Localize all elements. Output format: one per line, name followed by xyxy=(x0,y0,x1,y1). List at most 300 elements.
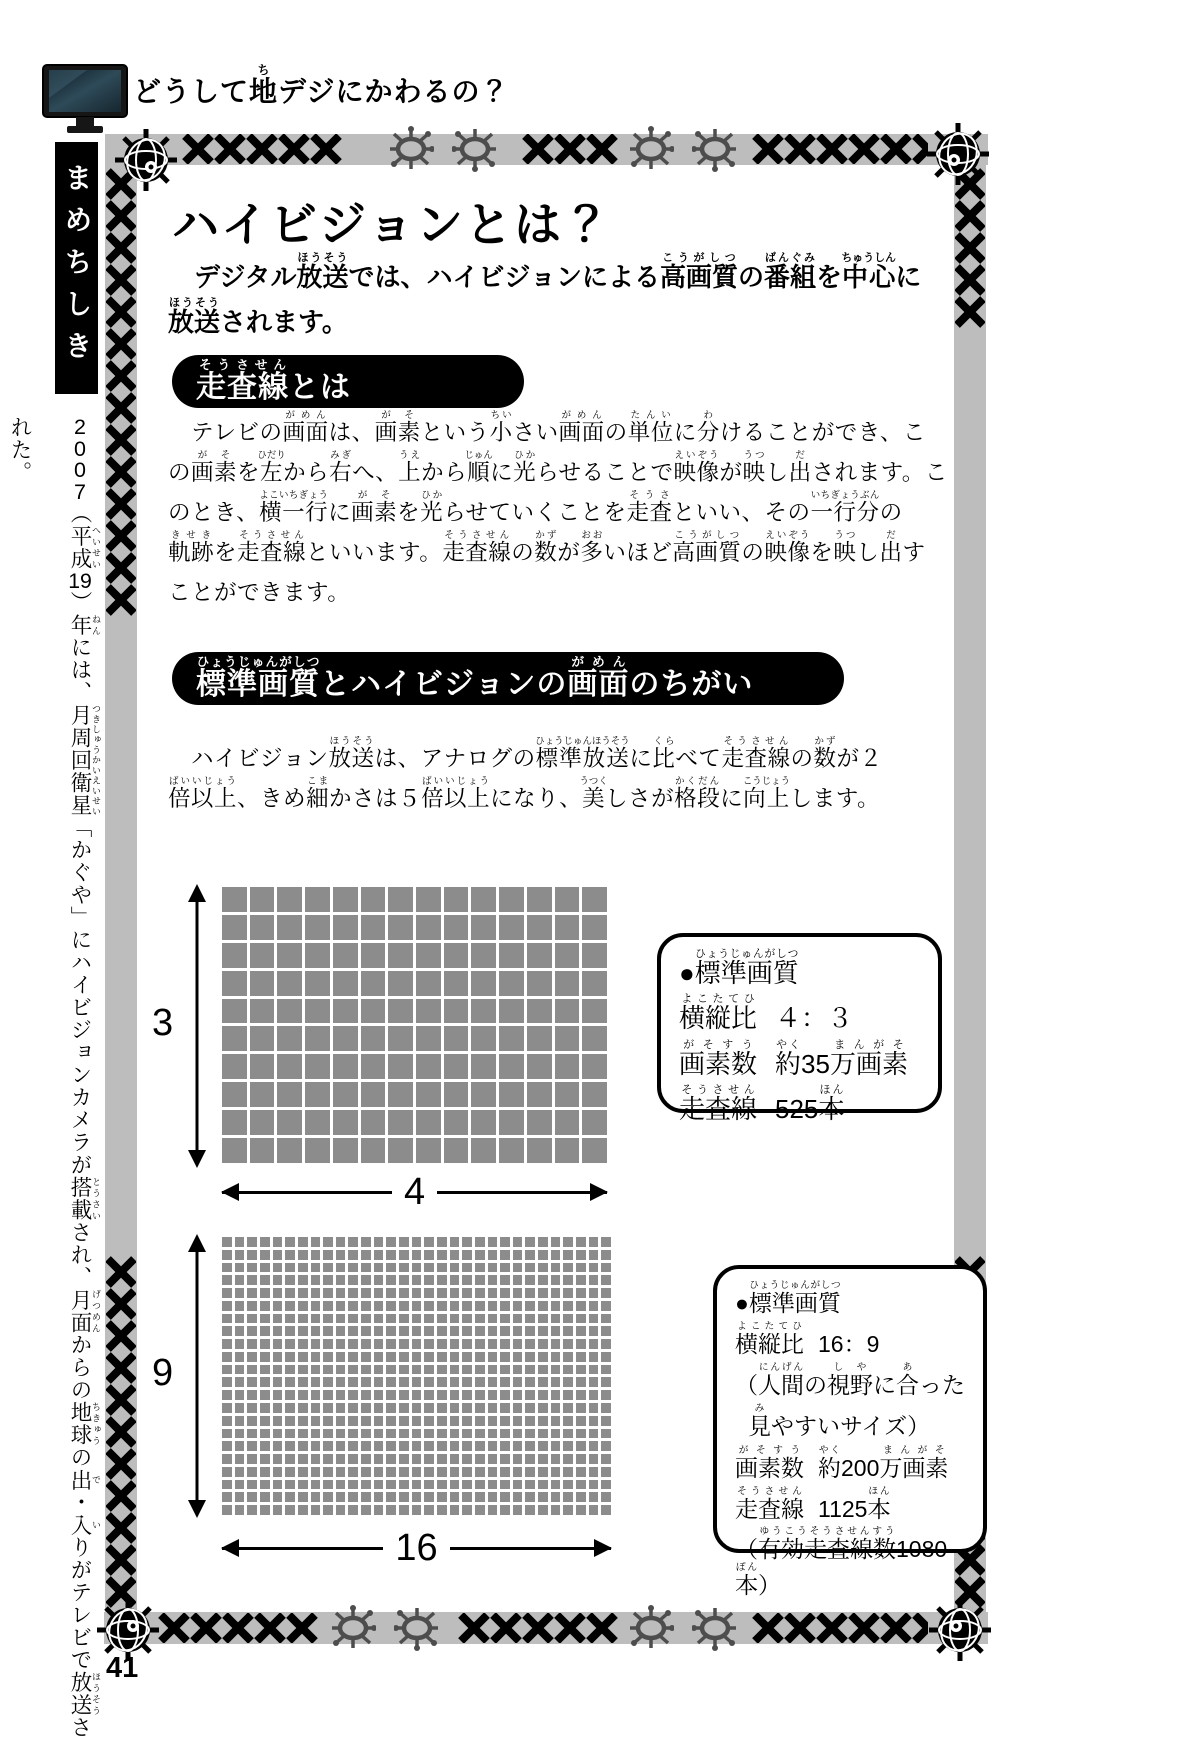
pixel-cell xyxy=(513,1352,523,1362)
pixel-cell xyxy=(576,1480,586,1490)
pixel-cell xyxy=(582,915,607,940)
pixel-cell xyxy=(323,1403,333,1413)
pixel-cell xyxy=(305,1082,330,1107)
section-heading-scanlines xyxy=(172,355,524,408)
pixel-cell xyxy=(450,1441,460,1451)
pixel-cell xyxy=(525,1326,535,1336)
pixel-cell xyxy=(277,971,302,996)
pixel-cell xyxy=(475,1263,485,1273)
pixel-cell xyxy=(576,1288,586,1298)
pixel-cell xyxy=(437,1403,447,1413)
x-chain-decoration xyxy=(752,1613,928,1643)
pixel-cell xyxy=(222,1352,232,1362)
pixel-cell xyxy=(462,1326,472,1336)
pixel-cell xyxy=(471,1054,496,1079)
pixel-cell xyxy=(462,1365,472,1375)
pixel-cell xyxy=(582,1110,607,1135)
pixel-cell xyxy=(437,1250,447,1260)
pixel-cell xyxy=(538,1288,548,1298)
pixel-cell xyxy=(538,1467,548,1477)
pixel-cell xyxy=(247,1454,257,1464)
pixel-cell xyxy=(488,1263,498,1273)
pixel-cell xyxy=(576,1263,586,1273)
pixel-cell xyxy=(538,1352,548,1362)
pixel-cell xyxy=(555,943,580,968)
globe-corner-icon xyxy=(924,120,992,188)
pixel-cell xyxy=(336,1505,346,1515)
pixel-cell xyxy=(563,1288,573,1298)
pixel-cell xyxy=(348,1237,358,1247)
pixel-cell xyxy=(250,999,275,1024)
pixel-cell xyxy=(589,1250,599,1260)
pixel-cell xyxy=(298,1467,308,1477)
pixel-cell xyxy=(488,1480,498,1490)
pixel-cell xyxy=(416,1138,441,1163)
pixel-cell xyxy=(601,1492,611,1502)
pixel-cell xyxy=(500,1467,510,1477)
pixel-cell xyxy=(462,1416,472,1426)
pixel-cell xyxy=(336,1314,346,1324)
pixel-cell xyxy=(260,1237,270,1247)
pixel-cell xyxy=(374,1339,384,1349)
pixel-cell xyxy=(399,1365,409,1375)
pixel-cell xyxy=(348,1403,358,1413)
pixel-cell xyxy=(563,1326,573,1336)
pixel-cell xyxy=(462,1339,472,1349)
pixel-cell xyxy=(462,1250,472,1260)
pixel-cell xyxy=(601,1326,611,1336)
pixel-cell xyxy=(386,1377,396,1387)
pixel-cell xyxy=(374,1275,384,1285)
web-icon xyxy=(692,1605,738,1651)
pixel-cell xyxy=(260,1288,270,1298)
pixel-cell xyxy=(499,971,524,996)
pixel-cell xyxy=(250,915,275,940)
pixel-cell xyxy=(260,1454,270,1464)
pixel-cell xyxy=(222,1403,232,1413)
pixel-cell xyxy=(386,1237,396,1247)
pixel-cell xyxy=(361,1263,371,1273)
pixel-cell xyxy=(273,1480,283,1490)
pixel-cell xyxy=(361,971,386,996)
pixel-cell xyxy=(488,1403,498,1413)
pixel-cell xyxy=(273,1390,283,1400)
pixel-cell xyxy=(488,1339,498,1349)
pixel-cell xyxy=(500,1326,510,1336)
pixel-cell xyxy=(222,1288,232,1298)
pixel-cell xyxy=(348,1250,358,1260)
pixel-cell xyxy=(525,1505,535,1515)
pixel-cell xyxy=(582,971,607,996)
pixel-cell xyxy=(525,1441,535,1451)
pixel-cell xyxy=(424,1237,434,1247)
pixel-cell xyxy=(235,1301,245,1311)
pixel-cell xyxy=(235,1480,245,1490)
pixel-cell xyxy=(551,1288,561,1298)
pixel-cell xyxy=(260,1365,270,1375)
pixel-cell xyxy=(424,1492,434,1502)
pixel-cell xyxy=(538,1326,548,1336)
pixel-cell xyxy=(500,1429,510,1439)
pixel-cell xyxy=(527,1054,552,1079)
pixel-cell xyxy=(333,1054,358,1079)
pixel-cell xyxy=(222,887,247,912)
pixel-cell xyxy=(527,1082,552,1107)
pixel-cell xyxy=(247,1326,257,1336)
pixel-cell xyxy=(361,1505,371,1515)
pixel-cell xyxy=(582,999,607,1024)
pixel-cell xyxy=(538,1390,548,1400)
arrow-line xyxy=(437,1191,607,1194)
pixel-cell xyxy=(273,1492,283,1502)
pixel-cell xyxy=(450,1454,460,1464)
pixel-cell xyxy=(444,887,469,912)
pixel-cell xyxy=(462,1377,472,1387)
pixel-count-value: 約やく200万画素まんがそ xyxy=(818,1444,949,1481)
pixel-cell xyxy=(222,943,247,968)
pixel-cell xyxy=(298,1390,308,1400)
pixel-cell xyxy=(601,1403,611,1413)
pixel-cell xyxy=(273,1237,283,1247)
arrow-line xyxy=(222,1547,383,1550)
pixel-cell xyxy=(424,1441,434,1451)
pixel-cell xyxy=(348,1480,358,1490)
web-icon xyxy=(628,126,674,172)
pixel-cell xyxy=(513,1441,523,1451)
pixel-cell xyxy=(601,1288,611,1298)
pixel-cell xyxy=(247,1339,257,1349)
pixel-cell xyxy=(222,1467,232,1477)
pixel-cell xyxy=(273,1326,283,1336)
pixel-cell xyxy=(348,1505,358,1515)
pixel-cell xyxy=(527,1026,552,1051)
hd-width-label: 16 xyxy=(395,1527,438,1569)
pixel-cell xyxy=(538,1365,548,1375)
pixel-cell xyxy=(323,1288,333,1298)
pixel-cell xyxy=(551,1454,561,1464)
pixel-cell xyxy=(336,1441,346,1451)
pixel-cell xyxy=(247,1301,257,1311)
pixel-cell xyxy=(488,1365,498,1375)
pixel-cell xyxy=(247,1263,257,1273)
pixel-cell xyxy=(450,1275,460,1285)
pixel-cell xyxy=(260,1250,270,1260)
pixel-cell xyxy=(298,1339,308,1349)
pixel-cell xyxy=(500,1301,510,1311)
pixel-cell xyxy=(361,1250,371,1260)
pixel-cell xyxy=(424,1365,434,1375)
pixel-cell xyxy=(323,1429,333,1439)
web-icon xyxy=(628,1605,674,1651)
pixel-cell xyxy=(260,1352,270,1362)
pixel-cell xyxy=(582,1026,607,1051)
pixel-cell xyxy=(475,1250,485,1260)
pixel-cell xyxy=(450,1237,460,1247)
pixel-cell xyxy=(348,1467,358,1477)
pixel-cell xyxy=(399,1416,409,1426)
pixel-cell xyxy=(336,1288,346,1298)
pixel-cell xyxy=(260,1275,270,1285)
pixel-cell xyxy=(235,1454,245,1464)
pixel-cell xyxy=(273,1441,283,1451)
pixel-cell xyxy=(412,1480,422,1490)
pixel-cell xyxy=(462,1492,472,1502)
pixel-cell xyxy=(551,1365,561,1375)
pixel-cell xyxy=(513,1480,523,1490)
pixel-cell xyxy=(437,1480,447,1490)
pixel-cell xyxy=(399,1275,409,1285)
pixel-cell xyxy=(488,1352,498,1362)
pixel-cell xyxy=(285,1314,295,1324)
pixel-cell xyxy=(500,1441,510,1451)
scanline-count-value: 1125本ほん xyxy=(818,1485,891,1522)
pixel-cell xyxy=(260,1326,270,1336)
pixel-cell xyxy=(563,1492,573,1502)
pixel-cell xyxy=(348,1275,358,1285)
pixel-cell xyxy=(444,1026,469,1051)
pixel-cell xyxy=(273,1377,283,1387)
pixel-cell xyxy=(416,887,441,912)
pixel-cell xyxy=(305,1138,330,1163)
pixel-cell xyxy=(488,1301,498,1311)
pixel-cell xyxy=(386,1250,396,1260)
pixel-cell xyxy=(247,1377,257,1387)
pixel-cell xyxy=(589,1352,599,1362)
pixel-cell xyxy=(475,1403,485,1413)
pixel-cell xyxy=(285,1505,295,1515)
pixel-cell xyxy=(563,1454,573,1464)
pixel-cell xyxy=(412,1429,422,1439)
pixel-cell xyxy=(285,1365,295,1375)
pixel-cell xyxy=(311,1250,321,1260)
pixel-cell xyxy=(285,1492,295,1502)
pixel-cell xyxy=(488,1326,498,1336)
pixel-cell xyxy=(323,1377,333,1387)
pixel-cell xyxy=(525,1467,535,1477)
pixel-cell xyxy=(277,915,302,940)
pixel-cell xyxy=(374,1377,384,1387)
pixel-cell xyxy=(374,1263,384,1273)
pixel-cell xyxy=(513,1454,523,1464)
pixel-cell xyxy=(500,1390,510,1400)
pixel-cell xyxy=(525,1263,535,1273)
pixel-cell xyxy=(348,1288,358,1298)
pixel-cell xyxy=(555,915,580,940)
section-heading-difference xyxy=(172,652,844,705)
pixel-cell xyxy=(222,1339,232,1349)
pixel-cell xyxy=(386,1492,396,1502)
pixel-cell xyxy=(277,1026,302,1051)
pixel-cell xyxy=(525,1275,535,1285)
pixel-cell xyxy=(475,1441,485,1451)
pixel-cell xyxy=(513,1505,523,1515)
pixel-cell xyxy=(462,1403,472,1413)
pixel-cell xyxy=(601,1454,611,1464)
pixel-cell xyxy=(475,1288,485,1298)
pixel-cell xyxy=(285,1377,295,1387)
pixel-cell xyxy=(462,1505,472,1515)
pixel-cell xyxy=(298,1314,308,1324)
pixel-cell xyxy=(361,943,386,968)
pixel-cell xyxy=(471,1138,496,1163)
pixel-cell xyxy=(374,1454,384,1464)
pixel-cell xyxy=(361,1314,371,1324)
pixel-cell xyxy=(298,1237,308,1247)
pixel-cell xyxy=(250,887,275,912)
pixel-cell xyxy=(235,1441,245,1451)
pixel-cell xyxy=(475,1492,485,1502)
pixel-cell xyxy=(450,1288,460,1298)
pixel-cell xyxy=(462,1352,472,1362)
pixel-cell xyxy=(437,1441,447,1451)
pixel-cell xyxy=(222,1390,232,1400)
aspect-ratio-label: 横縦比よこたてひ xyxy=(735,1321,804,1358)
pixel-cell xyxy=(222,1082,247,1107)
pixel-cell xyxy=(361,999,386,1024)
pixel-cell xyxy=(222,1492,232,1502)
pixel-cell xyxy=(222,1250,232,1260)
pixel-cell xyxy=(450,1467,460,1477)
pixel-cell xyxy=(277,1082,302,1107)
pixel-cell xyxy=(582,1138,607,1163)
pixel-cell xyxy=(576,1441,586,1451)
pixel-cell xyxy=(323,1263,333,1273)
pixel-cell xyxy=(348,1416,358,1426)
pixel-cell xyxy=(450,1301,460,1311)
pixel-cell xyxy=(563,1339,573,1349)
tv-icon xyxy=(42,64,134,136)
pixel-cell xyxy=(348,1492,358,1502)
pixel-cell xyxy=(250,1026,275,1051)
pixel-cell xyxy=(336,1301,346,1311)
pixel-cell xyxy=(298,1505,308,1515)
pixel-cell xyxy=(525,1352,535,1362)
pixel-cell xyxy=(555,887,580,912)
pixel-cell xyxy=(576,1314,586,1324)
pixel-cell xyxy=(551,1390,561,1400)
pixel-cell xyxy=(273,1467,283,1477)
pixel-cell xyxy=(563,1377,573,1387)
aspect-ratio-label: 横縦比よこたてひ xyxy=(679,993,758,1034)
pixel-cell xyxy=(525,1301,535,1311)
pixel-cell xyxy=(525,1339,535,1349)
pixel-cell xyxy=(576,1390,586,1400)
pixel-cell xyxy=(424,1429,434,1439)
pixel-cell xyxy=(323,1339,333,1349)
pixel-cell xyxy=(412,1492,422,1502)
pixel-cell xyxy=(488,1288,498,1298)
pixel-cell xyxy=(222,1429,232,1439)
pixel-cell xyxy=(424,1377,434,1387)
pixel-cell xyxy=(601,1505,611,1515)
pixel-cell xyxy=(488,1492,498,1502)
pixel-cell xyxy=(475,1365,485,1375)
pixel-cell xyxy=(450,1480,460,1490)
pixel-cell xyxy=(361,1110,386,1135)
pixel-cell xyxy=(437,1505,447,1515)
pixel-cell xyxy=(488,1441,498,1451)
pixel-cell xyxy=(311,1365,321,1375)
pixel-cell xyxy=(222,1326,232,1336)
pixel-cell xyxy=(323,1467,333,1477)
pixel-cell xyxy=(499,887,524,912)
pixel-cell xyxy=(277,1110,302,1135)
pixel-cell xyxy=(589,1480,599,1490)
pixel-cell xyxy=(361,1429,371,1439)
pixel-cell xyxy=(488,1377,498,1387)
pixel-cell xyxy=(399,1492,409,1502)
pixel-cell xyxy=(444,971,469,996)
pixel-cell xyxy=(424,1314,434,1324)
pixel-cell xyxy=(277,887,302,912)
pixel-cell xyxy=(260,1314,270,1324)
pixel-cell xyxy=(336,1339,346,1349)
aspect-ratio-value: ４：３ xyxy=(775,1003,854,1034)
pixel-cell xyxy=(399,1480,409,1490)
pixel-cell xyxy=(311,1263,321,1273)
pixel-cell xyxy=(576,1250,586,1260)
pixel-cell xyxy=(450,1403,460,1413)
pixel-cell xyxy=(250,971,275,996)
pixel-cell xyxy=(475,1275,485,1285)
pixel-count-value: 約やく35万画素まんがそ xyxy=(775,1038,908,1079)
pixel-cell xyxy=(551,1492,561,1502)
pixel-cell xyxy=(336,1390,346,1400)
pixel-cell xyxy=(563,1237,573,1247)
pixel-cell xyxy=(298,1441,308,1451)
pixel-cell xyxy=(247,1352,257,1362)
pixel-cell xyxy=(222,1054,247,1079)
pixel-cell xyxy=(386,1480,396,1490)
pixel-cell xyxy=(589,1467,599,1477)
pixel-cell xyxy=(601,1441,611,1451)
pixel-cell xyxy=(475,1352,485,1362)
pixel-cell xyxy=(374,1505,384,1515)
pixel-cell xyxy=(589,1377,599,1387)
pixel-cell xyxy=(499,1110,524,1135)
pixel-cell xyxy=(222,971,247,996)
pixel-cell xyxy=(305,887,330,912)
pixel-cell xyxy=(260,1403,270,1413)
pixel-cell xyxy=(412,1288,422,1298)
pixel-cell xyxy=(450,1505,460,1515)
pixel-cell xyxy=(222,1480,232,1490)
sd-box-scanlines-row xyxy=(679,1084,922,1126)
pixel-cell xyxy=(525,1250,535,1260)
pixel-cell xyxy=(525,1377,535,1387)
pixel-cell xyxy=(323,1326,333,1336)
pixel-cell xyxy=(525,1390,535,1400)
pixel-cell xyxy=(424,1326,434,1336)
pixel-cell xyxy=(298,1403,308,1413)
pixel-cell xyxy=(525,1237,535,1247)
pixel-cell xyxy=(525,1492,535,1502)
pixel-cell xyxy=(500,1339,510,1349)
hd-box-effective-note: （有効走査線数ゆうこうそうさせんすう1080本ぽん） xyxy=(735,1526,948,1599)
pixel-cell xyxy=(513,1339,523,1349)
pixel-cell xyxy=(462,1454,472,1464)
pixel-cell xyxy=(333,971,358,996)
pixel-cell xyxy=(399,1339,409,1349)
pixel-cell xyxy=(311,1441,321,1451)
pixel-cell xyxy=(551,1377,561,1387)
pixel-cell xyxy=(311,1301,321,1311)
pixel-cell xyxy=(374,1416,384,1426)
x-chain-decoration xyxy=(752,134,928,164)
pixel-cell xyxy=(513,1314,523,1324)
pixel-cell xyxy=(285,1250,295,1260)
pixel-cell xyxy=(298,1250,308,1260)
